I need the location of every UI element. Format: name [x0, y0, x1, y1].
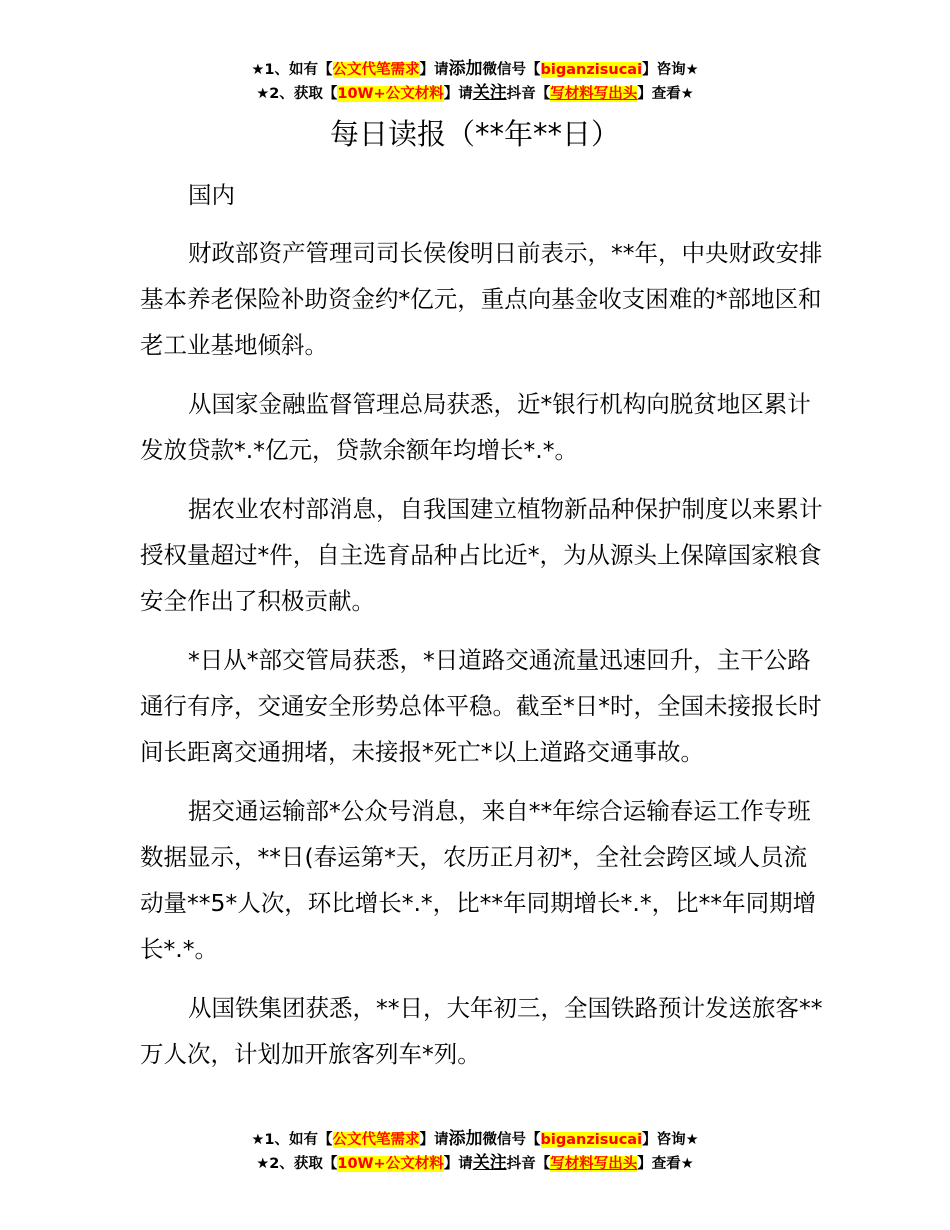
highlight-wechat-id: biganzisucai	[540, 1132, 643, 1148]
highlight-service: 公文代笔需求	[332, 1132, 420, 1148]
highlight-douyin-id: 写材料写出头	[550, 1156, 638, 1172]
news-paragraph: 财政部资产管理司司长侯俊明日前表示，**年，中央财政安排基本养老保险补助资金约*亿元，重点向基金收支困难的*部地区和老工业基地倾斜。	[140, 239, 823, 359]
highlight-materials: 10W+公文材料	[337, 1156, 444, 1172]
highlight-douyin-id: 写材料写出头	[550, 86, 638, 102]
promo-line-2: ★2、获取【10W+公文材料】请关注抖音【写材料写出头】查看★	[256, 1153, 694, 1173]
news-paragraph: 从国铁集团获悉，**日，大年初三，全国铁路预计发送旅客**万人次，计划加开旅客列车*列。	[140, 994, 823, 1068]
news-paragraph: 据交通运输部*公众号消息，来自**年综合运输春运工作专班数据显示，**日(春运第*天，农历正月初*，全社会跨区域人员流动量**5*人次，环比增长*.*，比**年同期增长*.*，比**年同期增长*.*。	[140, 797, 817, 963]
promo-banner-top	[0, 58, 950, 106]
promo-banner-bottom	[0, 1128, 950, 1176]
news-paragraph: 据农业农村部消息，自我国建立植物新品种保护制度以来累计授权量超过*件，自主选育品种占比近*，为从源头上保障国家粮食安全作出了积极贡献。	[140, 495, 823, 615]
promo-line-2: ★2、获取【10W+公文材料】请关注抖音【写材料写出头】查看★	[256, 83, 694, 103]
highlight-wechat-id: biganzisucai	[540, 62, 643, 78]
promo-line-1: ★1、如有【公文代笔需求】请添加微信号【biganzisucai】咨询★	[251, 1129, 699, 1149]
section-heading: 国内	[188, 181, 235, 209]
document-body	[140, 172, 830, 1090]
highlight-materials: 10W+公文材料	[337, 86, 444, 102]
promo-line-1: ★1、如有【公文代笔需求】请添加微信号【biganzisucai】咨询★	[251, 59, 699, 79]
news-paragraph: 从国家金融监督管理总局获悉，近*银行机构向脱贫地区累计发放贷款*.*亿元，贷款余额年均增长*.*。	[140, 390, 811, 464]
document-title: 每日读报（**年**日）	[329, 117, 620, 151]
news-paragraph: *日从*部交管局获悉，*日道路交通流量迅速回升，主干公路通行有序，交通安全形势总体平稳。截至*日*时，全国未接报长时间长距离交通拥堵，未接报*死亡*以上道路交通事故。	[140, 646, 822, 766]
highlight-service: 公文代笔需求	[332, 62, 420, 78]
